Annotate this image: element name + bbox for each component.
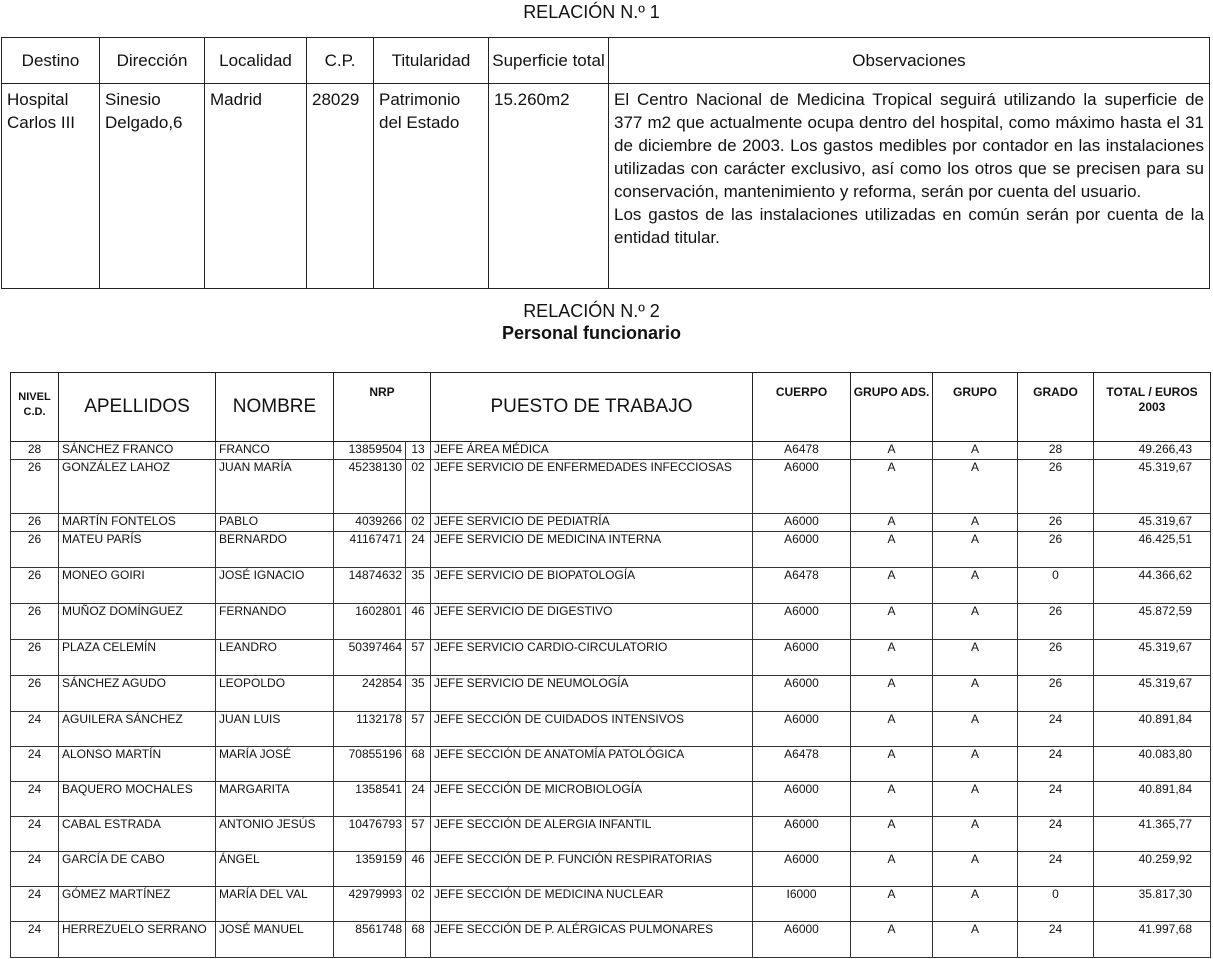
cell-grupo-ads: A — [851, 604, 933, 640]
header-puesto: PUESTO DE TRABAJO — [431, 373, 753, 442]
cell-total: 45.872,59 — [1094, 604, 1211, 640]
cell-cuerpo: A6000 — [753, 782, 851, 817]
header-grupo-ads: GRUPO ADS. — [851, 373, 933, 442]
cell-total: 40.259,92 — [1094, 852, 1211, 887]
cell-nrp: 45238130 — [334, 460, 406, 514]
cell-grupo-ads: A — [851, 568, 933, 604]
cell-cp: 28029 — [307, 84, 374, 289]
cell-nivel: 24 — [11, 782, 59, 817]
observaciones-paragraph-2: Los gastos de las instalaciones utilizadas en común serán por cuenta de la entidad titular. — [614, 205, 1204, 247]
cell-nivel: 26 — [11, 640, 59, 676]
cell-grado: 24 — [1018, 817, 1094, 852]
cell-superficie: 15.260m2 — [489, 84, 609, 289]
cell-total: 40.891,84 — [1094, 712, 1211, 747]
header-destino: Destino — [2, 38, 100, 84]
cell-nombre: JUAN MARÍA — [216, 460, 334, 514]
cell-nrp: 70855196 — [334, 747, 406, 782]
cell-nombre: JUAN LUIS — [216, 712, 334, 747]
cell-nrp: 13859504 — [334, 442, 406, 460]
cell-cod: 57 — [406, 712, 431, 747]
cell-grado: 26 — [1018, 460, 1094, 514]
cell-cod: 68 — [406, 747, 431, 782]
header-cp: C.P. — [307, 38, 374, 84]
cell-grado: 24 — [1018, 852, 1094, 887]
table-row — [11, 640, 1211, 676]
cell-cod: 24 — [406, 532, 431, 568]
cell-puesto: JEFE SERVICIO DE ENFERMEDADES INFECCIOSAS — [431, 460, 753, 514]
cell-apellidos: GARCÍA DE CABO — [59, 852, 216, 887]
cell-puesto: JEFE SERVICIO DE DIGESTIVO — [431, 604, 753, 640]
cell-nrp: 1359159 — [334, 852, 406, 887]
cell-nombre: LEANDRO — [216, 640, 334, 676]
personal-table — [10, 372, 1211, 958]
cell-grupo: A — [933, 460, 1018, 514]
cell-puesto: JEFE SERVICIO DE PEDIATRÍA — [431, 514, 753, 532]
cell-nivel: 24 — [11, 887, 59, 922]
table-row — [11, 782, 1211, 817]
cell-cod: 46 — [406, 604, 431, 640]
cell-destino: Hospital Carlos III — [2, 84, 100, 289]
relacion-1-header-row — [2, 38, 1210, 84]
cell-cuerpo: A6000 — [753, 852, 851, 887]
cell-nivel: 28 — [11, 442, 59, 460]
cell-grado: 0 — [1018, 887, 1094, 922]
cell-nrp: 242854 — [334, 676, 406, 712]
cell-grupo: A — [933, 922, 1018, 958]
cell-puesto: JEFE SERVICIO DE NEUMOLOGÍA — [431, 676, 753, 712]
cell-apellidos: BAQUERO MOCHALES — [59, 782, 216, 817]
cell-grado: 0 — [1018, 568, 1094, 604]
cell-grupo-ads: A — [851, 676, 933, 712]
cell-grupo-ads: A — [851, 817, 933, 852]
cell-grupo-ads: A — [851, 852, 933, 887]
cell-cuerpo: A6000 — [753, 922, 851, 958]
cell-grado: 26 — [1018, 676, 1094, 712]
cell-nombre: FRANCO — [216, 442, 334, 460]
cell-puesto: JEFE SERVICIO CARDIO-CIRCULATORIO — [431, 640, 753, 676]
cell-total: 46.425,51 — [1094, 532, 1211, 568]
relacion-1-row — [2, 84, 1210, 289]
table-row — [11, 852, 1211, 887]
cell-grado: 26 — [1018, 640, 1094, 676]
cell-cuerpo: A6478 — [753, 442, 851, 460]
cell-cuerpo: A6000 — [753, 460, 851, 514]
cell-puesto: JEFE SECCIÓN DE ALERGIA INFANTIL — [431, 817, 753, 852]
cell-cuerpo: A6000 — [753, 604, 851, 640]
cell-nombre: ÁNGEL — [216, 852, 334, 887]
table-row — [11, 532, 1211, 568]
cell-grupo: A — [933, 747, 1018, 782]
cell-apellidos: HERREZUELO SERRANO — [59, 922, 216, 958]
cell-nombre: LEOPOLDO — [216, 676, 334, 712]
table-row — [11, 747, 1211, 782]
cell-cod: 46 — [406, 852, 431, 887]
cell-nrp: 4039266 — [334, 514, 406, 532]
cell-grupo: A — [933, 442, 1018, 460]
cell-cuerpo: A6478 — [753, 747, 851, 782]
cell-nrp: 41167471 — [334, 532, 406, 568]
cell-nombre: JOSÉ MANUEL — [216, 922, 334, 958]
header-titularidad: Titularidad — [374, 38, 489, 84]
header-apellidos: APELLIDOS — [59, 373, 216, 442]
cell-puesto: JEFE SECCIÓN DE ANATOMÍA PATOLÓGICA — [431, 747, 753, 782]
cell-nivel: 24 — [11, 852, 59, 887]
cell-puesto: JEFE SECCIÓN DE CUIDADOS INTENSIVOS — [431, 712, 753, 747]
cell-cuerpo: A6000 — [753, 514, 851, 532]
table-row — [11, 887, 1211, 922]
cell-grupo-ads: A — [851, 747, 933, 782]
cell-grupo-ads: A — [851, 640, 933, 676]
cell-direccion: Sinesio Delgado,6 — [100, 84, 205, 289]
cell-total: 45.319,67 — [1094, 514, 1211, 532]
cell-grado: 28 — [1018, 442, 1094, 460]
cell-cod: 02 — [406, 887, 431, 922]
cell-grupo-ads: A — [851, 442, 933, 460]
cell-grado: 24 — [1018, 922, 1094, 958]
cell-grupo: A — [933, 568, 1018, 604]
cell-total: 45.319,67 — [1094, 676, 1211, 712]
cell-nivel: 26 — [11, 460, 59, 514]
cell-apellidos: SÁNCHEZ AGUDO — [59, 676, 216, 712]
cell-puesto: JEFE SECCIÓN DE MICROBIOLOGÍA — [431, 782, 753, 817]
cell-nivel: 26 — [11, 568, 59, 604]
cell-observaciones — [609, 84, 1210, 289]
cell-grado: 24 — [1018, 782, 1094, 817]
cell-grupo: A — [933, 604, 1018, 640]
observaciones-paragraph-1: El Centro Nacional de Medicina Tropical seguirá utilizando la superficie de 377 m2 que actualmente ocupa dentro del hospital, como máximo hasta el 31 de diciembre de 2003. Los gastos medibles por contador en las instalaciones utilizadas con carácter exclusivo, así como los otros que se precisen para su conservación, mantenimiento y reforma, serán por cuenta del usuario. — [614, 90, 1204, 201]
cell-grupo-ads: A — [851, 782, 933, 817]
cell-nrp: 42979993 — [334, 887, 406, 922]
cell-apellidos: ALONSO MARTÍN — [59, 747, 216, 782]
cell-nrp: 1602801 — [334, 604, 406, 640]
cell-nivel: 26 — [11, 604, 59, 640]
cell-grupo-ads: A — [851, 460, 933, 514]
header-observaciones: Observaciones — [609, 38, 1210, 84]
cell-puesto: JEFE ÁREA MÉDICA — [431, 442, 753, 460]
cell-grado: 26 — [1018, 532, 1094, 568]
table-row — [11, 922, 1211, 958]
cell-nivel: 26 — [11, 532, 59, 568]
table-row — [11, 442, 1211, 460]
header-superficie: Superficie total — [489, 38, 609, 84]
cell-apellidos: GONZÁLEZ LAHOZ — [59, 460, 216, 514]
cell-nivel: 26 — [11, 514, 59, 532]
cell-cod: 35 — [406, 676, 431, 712]
cell-cod: 13 — [406, 442, 431, 460]
cell-grupo: A — [933, 712, 1018, 747]
cell-localidad: Madrid — [205, 84, 307, 289]
cell-apellidos: SÁNCHEZ FRANCO — [59, 442, 216, 460]
cell-grado: 26 — [1018, 604, 1094, 640]
cell-total: 40.891,84 — [1094, 782, 1211, 817]
header-cuerpo: CUERPO — [753, 373, 851, 442]
cell-cod: 35 — [406, 568, 431, 604]
cell-grupo: A — [933, 532, 1018, 568]
cell-nrp: 14874632 — [334, 568, 406, 604]
cell-total: 49.266,43 — [1094, 442, 1211, 460]
cell-nrp: 1132178 — [334, 712, 406, 747]
cell-apellidos: PLAZA CELEMÍN — [59, 640, 216, 676]
relacion-1-title: RELACIÓN N.º 1 — [523, 2, 660, 22]
cell-grupo: A — [933, 817, 1018, 852]
cell-puesto: JEFE SERVICIO DE MEDICINA INTERNA — [431, 532, 753, 568]
cell-puesto: JEFE SECCIÓN DE P. ALÉRGICAS PULMONARES — [431, 922, 753, 958]
cell-nombre: ANTONIO JESÚS — [216, 817, 334, 852]
cell-cuerpo: A6000 — [753, 640, 851, 676]
cell-nivel: 24 — [11, 922, 59, 958]
header-nombre: NOMBRE — [216, 373, 334, 442]
cell-total: 44.366,62 — [1094, 568, 1211, 604]
table-row — [11, 604, 1211, 640]
table-row — [11, 460, 1211, 514]
cell-apellidos: MUÑOZ DOMÍNGUEZ — [59, 604, 216, 640]
cell-puesto: JEFE SECCIÓN DE P. FUNCIÓN RESPIRATORIAS — [431, 852, 753, 887]
cell-grupo: A — [933, 640, 1018, 676]
cell-apellidos: MARTÍN FONTELOS — [59, 514, 216, 532]
cell-nombre: PABLO — [216, 514, 334, 532]
cell-grupo-ads: A — [851, 532, 933, 568]
cell-nrp: 1358541 — [334, 782, 406, 817]
cell-grupo-ads: A — [851, 514, 933, 532]
cell-nombre: JOSÉ IGNACIO — [216, 568, 334, 604]
cell-cod: 57 — [406, 640, 431, 676]
cell-nivel: 24 — [11, 817, 59, 852]
relacion-2-title: RELACIÓN N.º 2 — [523, 301, 660, 321]
cell-nrp: 50397464 — [334, 640, 406, 676]
cell-nombre: MARÍA JOSÉ — [216, 747, 334, 782]
table-row — [11, 676, 1211, 712]
cell-cod: 57 — [406, 817, 431, 852]
cell-total: 41.997,68 — [1094, 922, 1211, 958]
header-direccion: Dirección — [100, 38, 205, 84]
cell-total: 45.319,67 — [1094, 460, 1211, 514]
cell-apellidos: MATEU PARÍS — [59, 532, 216, 568]
cell-total: 35.817,30 — [1094, 887, 1211, 922]
header-localidad: Localidad — [205, 38, 307, 84]
cell-grupo: A — [933, 887, 1018, 922]
cell-nombre: MARÍA DEL VAL — [216, 887, 334, 922]
cell-puesto: JEFE SECCIÓN DE MEDICINA NUCLEAR — [431, 887, 753, 922]
cell-cuerpo: I6000 — [753, 887, 851, 922]
header-nivel: NIVEL C.D. — [11, 373, 59, 442]
cell-cuerpo: A6000 — [753, 817, 851, 852]
cell-cuerpo: A6000 — [753, 676, 851, 712]
table-row — [11, 514, 1211, 532]
cell-nrp: 8561748 — [334, 922, 406, 958]
cell-grupo-ads: A — [851, 712, 933, 747]
cell-cod: 02 — [406, 460, 431, 514]
cell-grupo: A — [933, 514, 1018, 532]
header-grupo: GRUPO — [933, 373, 1018, 442]
cell-nombre: BERNARDO — [216, 532, 334, 568]
header-total: TOTAL / EUROS 2003 — [1094, 373, 1211, 442]
header-nrp: NRP — [334, 373, 431, 442]
table-row — [11, 817, 1211, 852]
cell-cod: 02 — [406, 514, 431, 532]
cell-apellidos: MONEO GOIRI — [59, 568, 216, 604]
header-grado: GRADO — [1018, 373, 1094, 442]
cell-apellidos: AGUILERA SÁNCHEZ — [59, 712, 216, 747]
cell-nivel: 24 — [11, 747, 59, 782]
relacion-2-subtitle: Personal funcionario — [501, 323, 682, 343]
cell-grado: 26 — [1018, 514, 1094, 532]
relacion-1-table — [1, 37, 1210, 289]
cell-grupo: A — [933, 782, 1018, 817]
cell-cod: 68 — [406, 922, 431, 958]
table-row — [11, 568, 1211, 604]
cell-grupo: A — [933, 852, 1018, 887]
cell-cod: 24 — [406, 782, 431, 817]
personal-header-row — [11, 373, 1211, 442]
cell-cuerpo: A6000 — [753, 712, 851, 747]
cell-apellidos: CABAL ESTRADA — [59, 817, 216, 852]
cell-cuerpo: A6478 — [753, 568, 851, 604]
cell-titularidad: Patrimonio del Estado — [374, 84, 489, 289]
cell-puesto: JEFE SERVICIO DE BIOPATOLOGÍA — [431, 568, 753, 604]
cell-grupo-ads: A — [851, 922, 933, 958]
cell-grupo-ads: A — [851, 887, 933, 922]
cell-nombre: MARGARITA — [216, 782, 334, 817]
cell-nrp: 10476793 — [334, 817, 406, 852]
cell-nivel: 24 — [11, 712, 59, 747]
cell-grupo: A — [933, 676, 1018, 712]
table-row — [11, 712, 1211, 747]
cell-total: 45.319,67 — [1094, 640, 1211, 676]
cell-total: 41.365,77 — [1094, 817, 1211, 852]
cell-grado: 24 — [1018, 747, 1094, 782]
cell-total: 40.083,80 — [1094, 747, 1211, 782]
cell-nombre: FERNANDO — [216, 604, 334, 640]
cell-grado: 24 — [1018, 712, 1094, 747]
cell-nivel: 26 — [11, 676, 59, 712]
personal-table-body — [11, 442, 1211, 958]
cell-cuerpo: A6000 — [753, 532, 851, 568]
cell-apellidos: GÓMEZ MARTÍNEZ — [59, 887, 216, 922]
